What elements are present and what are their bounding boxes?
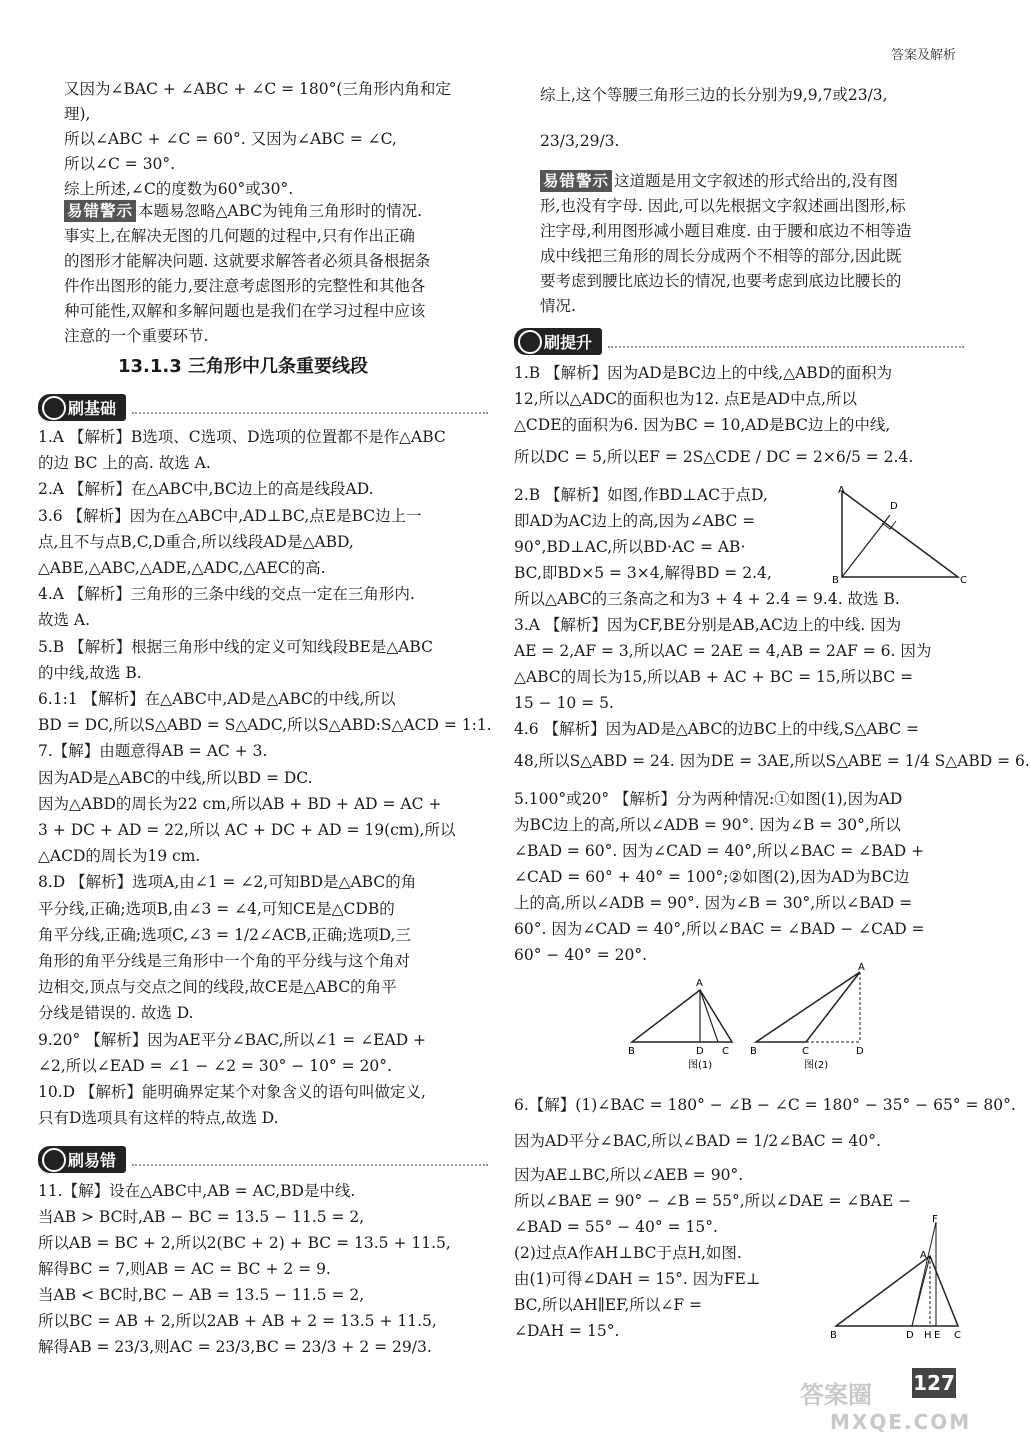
badge-basic: 刷基础 <box>38 394 126 421</box>
up-answer-line: 90°,BD⊥AC,所以BD·AC = AB· <box>514 538 746 556</box>
text-line: 点,且不与点B,C,D重合,所以线段AD是△ABD, <box>38 532 354 551</box>
q6-line: 所以∠BAE = 90° − ∠B = 55°,所以∠DAE = ∠BAE − <box>514 1192 912 1210</box>
text-line: 当AB < BC时,BC − AB = 13.5 − 11.5 = 2, <box>38 1286 365 1304</box>
label-D: D <box>890 501 898 512</box>
figure-q5 <box>628 962 878 1076</box>
text-line: 的中线,故选 B. <box>38 663 142 682</box>
fig1-B: B <box>628 1046 635 1057</box>
tip1-line <box>64 225 494 247</box>
up-answer-line: 12,所以△ADC的面积也为12. 点E是AD中点,所以 <box>514 390 857 408</box>
text-line: 8.D 【解析】选项A,由∠1 = ∠2,可知BD是△ABC的角 <box>38 873 417 892</box>
tip1-line <box>64 250 494 272</box>
text-line: 又因为∠BAC + ∠ABC + ∠C = 180°(三角形内角和定 <box>64 80 451 98</box>
text-line: 5.B 【解析】根据三角形中线的定义可知线段BE是△ABC <box>38 637 433 656</box>
badge-error-row <box>38 1146 488 1173</box>
fig1-A: A <box>696 978 703 989</box>
text-line: 因为AD是△ABC的中线,所以BD = DC. <box>38 768 313 787</box>
text-line: 因为△ABD的周长为22 cm,所以AB + BD + AD = AC + <box>38 794 442 813</box>
tip1-text: 件作出图形的能力,要注意考虑图形的完整性和其他各 <box>64 277 426 295</box>
text-line: 只有D选项具有这样的特点,故选 D. <box>38 1109 279 1128</box>
text-line: 10.D 【解析】能明确界定某个对象含义的语句叫做定义, <box>38 1083 426 1101</box>
label-A: A <box>838 485 845 496</box>
tip1-text: 种可能性,双解和多解问题也是我们在学习过程中应该 <box>64 302 426 320</box>
fig2-C: C <box>802 1046 809 1057</box>
tip2-line <box>540 220 970 242</box>
figure-q2-triangle <box>828 485 968 585</box>
up-answer-line: 即AD为AC边上的高,因为∠ABC = <box>514 512 756 530</box>
fig6-B: B <box>830 1330 837 1341</box>
up-answer-line: △ABC的周长为15,所以AB + AC + BC = 15,所以BC = <box>514 668 914 686</box>
text-line: △ACD的周长为19 cm. <box>38 847 201 866</box>
text-line: 4.A 【解析】三角形的三条中线的交点一定在三角形内. <box>38 585 415 604</box>
page-header: 答案及解析 <box>890 48 956 63</box>
q6-line: BC,所以AH∥EF,所以∠F = <box>514 1296 703 1314</box>
text-line: 所以AB = BC + 2,所以2(BC + 2) + BC = 13.5 + 11.5, <box>38 1234 451 1252</box>
watermark: 答案圈 <box>800 1381 872 1409</box>
up-answer-line: 60° − 40° = 20°. <box>514 946 648 964</box>
text-line: 角形的角平分线是三角形中一个角的平分线与这个角对 <box>38 952 411 970</box>
up-answer-line: 15 − 10 = 5. <box>514 694 614 712</box>
up-answer-line: 1.B 【解析】因为AD是BC边上的中线,△ABD的面积为 <box>514 364 893 382</box>
text-line: 9.20° 【解析】因为AE平分∠BAC,所以∠1 = ∠EAD + <box>38 1030 427 1049</box>
text-line: 所以BC = AB + 2,所以2AB + AB + 2 = 13.5 + 11.5, <box>38 1312 437 1330</box>
text-line: 1.A 【解析】B选项、C选项、D选项的位置都不是作△ABC <box>38 428 446 446</box>
tip2-text: 这道题是用文字叙述的形式给出的,没有图 <box>614 172 898 190</box>
up-answer-line: ∠CAD = 60° + 40° = 100°;②如图(2),因为AD为BC边 <box>514 868 910 886</box>
fig6-H: H <box>924 1330 932 1341</box>
tip2-line <box>540 270 970 292</box>
text-line: 所以∠ABC + ∠C = 60°. 又因为∠ABC = ∠C, <box>64 130 397 148</box>
badge-basic-row <box>38 394 488 421</box>
fig6-A: A <box>920 1250 927 1261</box>
page-number: 127 <box>912 1368 956 1398</box>
text-line: 7.【解】由题意得AB = AC + 3. <box>38 742 268 761</box>
tip2-text: 成中线把三角形的周长分成两个不相等的部分,因此既 <box>540 247 902 265</box>
tip1-text: 本题易忽略△ABC为钝角三角形时的情况. <box>138 202 423 220</box>
text-line: 11.【解】设在△ABC中,AB = AC,BD是中线. <box>38 1182 356 1200</box>
tip2-line <box>540 245 970 267</box>
fig6-C: C <box>954 1330 961 1341</box>
up-answer-line: BC,即BD×5 = 3×4,解得BD = 2.4, <box>514 564 772 582</box>
tip1-text: 注意的一个重要环节. <box>64 327 209 345</box>
tip2-text: 注字母,利用图形减小题目难度. 由于腰和底边不相等造 <box>540 222 912 240</box>
tip2-line <box>540 195 970 217</box>
fig1-C: C <box>722 1046 729 1057</box>
fig1-D: D <box>696 1046 704 1057</box>
label-B: B <box>832 575 839 586</box>
fig6-D: D <box>906 1330 914 1341</box>
text-line: 综上所述,∠C的度数为60°或30°. <box>64 180 294 198</box>
text-line: 当AB > BC时,AB − BC = 13.5 − 11.5 = 2, <box>38 1208 365 1226</box>
q6-line: (2)过点A作AH⊥BC于点H,如图. <box>514 1244 742 1262</box>
up-answer-line: △CDE的面积为6. 因为BC = 10,AD是BC边上的中线, <box>514 416 891 434</box>
up-answer-line: 2.B 【解析】如图,作BD⊥AC于点D, <box>514 486 768 504</box>
tip1-line <box>64 200 494 222</box>
text-line: 3.6 【解析】因为在△ABC中,AD⊥BC,点E是BC边上一 <box>38 506 422 525</box>
text-line: 解得BC = 7,则AB = AC = BC + 2 = 9. <box>38 1260 331 1278</box>
tip2-tag: 易错警示 <box>540 170 612 192</box>
divider-dots <box>132 402 488 414</box>
text-line: 综上,这个等腰三角形三边的长分别为9,9,7或23/3, <box>540 86 888 104</box>
q6-line: 因为AE⊥BC,所以∠AEB = 90°. <box>514 1166 744 1184</box>
text-line: BD = DC,所以S△ABD = S△ADC,所以S△ABD:S△ACD = 1:1. <box>38 716 492 735</box>
tip2-text: 情况. <box>540 297 576 315</box>
tip2-text: 形,也没有字母. 因此,可以先根据文字叙述画出图形,标 <box>540 197 906 215</box>
text-line: 所以∠C = 30°. <box>64 155 176 173</box>
tip1-line <box>64 300 494 322</box>
text-line: ∠2,所以∠EAD = ∠1 − ∠2 = 30° − 10° = 20°. <box>38 1056 392 1075</box>
up-answer-line: 所以△ABC的三条高之和为3 + 4 + 2.4 = 9.4. 故选 B. <box>514 590 900 608</box>
q6-line: ∠BAD = 55° − 40° = 15°. <box>514 1218 718 1236</box>
text-line: 故选 A. <box>38 611 91 630</box>
tip1-tag: 易错警示 <box>64 200 136 222</box>
q6-line: 由(1)可得∠DAH = 15°. 因为FE⊥ <box>514 1270 761 1288</box>
text-line: 23/3,29/3. <box>540 132 620 150</box>
fig2-A: A <box>858 962 865 973</box>
label-C: C <box>960 575 967 586</box>
up-answer-line: AE = 2,AF = 3,所以AC = 2AE = 4,AB = 2AF = 6. 因为 <box>514 642 932 660</box>
fig2-caption: 图(2) <box>804 1060 829 1071</box>
fig6-E: E <box>934 1330 941 1341</box>
text-line: 2.A 【解析】在△ABC中,BC边上的高是线段AD. <box>38 480 374 499</box>
tip1-text: 的图形才能解决问题. 这就要求解答者必须具备根据条 <box>64 252 431 270</box>
text-line: 角平分线,正确;选项C,∠3 = 1/2∠ACB,正确;选项D,三 <box>38 925 411 944</box>
up-answer-line: 4.6 【解析】因为AD是△ABC的边BC上的中线,S△ABC = <box>514 720 919 738</box>
badge-up: 刷提升 <box>514 328 602 355</box>
divider-dots <box>132 1154 488 1166</box>
text-line: 解得AB = 23/3,则AC = 23/3,BC = 23/3 + 2 = 29/3. <box>38 1338 432 1356</box>
tip2-line <box>540 170 970 192</box>
text-line: 理), <box>64 105 91 123</box>
up-answer-line: ∠BAD = 60°. 因为∠CAD = 40°,所以∠BAC = ∠BAD + <box>514 842 925 860</box>
text-line: 分线是错误的. 故选 D. <box>38 1004 194 1023</box>
tip1-text: 事实上,在解决无图的几何题的过程中,只有作出正确 <box>64 227 415 245</box>
up-answer-line: 为BC边上的高,所以∠ADB = 90°. 因为∠B = 30°,所以 <box>514 816 901 834</box>
tip2-line <box>540 295 970 317</box>
q6-line: 因为AD平分∠BAC,所以∠BAD = 1/2∠BAC = 40°. <box>514 1132 881 1150</box>
up-answer-line: 3.A 【解析】因为CF,BE分别是AB,AC边上的中线. 因为 <box>514 616 902 634</box>
tip2-text: 要考虑到腰比底边长的情况,也要考虑到底边比腰长的 <box>540 272 902 290</box>
up-answer-line: 60°. 因为∠CAD = 40°,所以∠BAC = ∠BAD − ∠CAD = <box>514 920 925 938</box>
tip1-line <box>64 275 494 297</box>
q6-line: ∠DAH = 15°. <box>514 1322 620 1340</box>
text-line: 平分线,正确;选项B,由∠3 = ∠4,可知CE是△CDB的 <box>38 899 395 918</box>
tip1-line <box>64 325 494 347</box>
divider-dots <box>608 336 964 348</box>
fig2-D: D <box>856 1046 864 1057</box>
text-line: 边相交,顶点与交点之间的线段,故CE是△ABC的角平 <box>38 978 397 997</box>
section-title: 13.1.3 三角形中几条重要线段 <box>118 356 369 377</box>
fig1-caption: 图(1) <box>688 1060 713 1071</box>
text-line: 3 + DC + AD = 22,所以 AC + DC + AD = 19(cm),所以 <box>38 821 456 839</box>
fig2-B: B <box>750 1046 757 1057</box>
badge-error: 刷易错 <box>38 1146 126 1173</box>
badge-up-row <box>514 328 964 355</box>
up-answer-line: 所以DC = 5,所以EF = 2S△CDE / DC = 2×6/5 = 2.4. <box>514 448 914 466</box>
up-answer-line: 上的高,所以∠ADB = 90°. 因为∠B = 30°,所以∠BAD = <box>514 894 913 912</box>
up-answer-line: 48,所以S△ABD = 24. 因为DE = 3AE,所以S△ABE = 1/4 S△ABD = 6. <box>514 752 1030 770</box>
up-answer-line: 5.100°或20° 【解析】分为两种情况:①如图(1),因为AD <box>514 790 903 808</box>
fig6-F: F <box>932 1214 938 1225</box>
q6-line: 6.【解】(1)∠BAC = 180° − ∠B − ∠C = 180° − 35° − 65° = 80°. <box>514 1096 1016 1114</box>
text-line: 的边 BC 上的高. 故选 A. <box>38 454 211 473</box>
text-line: △ABE,△ABC,△ADE,△ADC,△AEC的高. <box>38 559 326 577</box>
watermark-url: MXQE.COM <box>830 1410 972 1434</box>
text-line: 6.1:1 【解析】在△ABC中,AD是△ABC的中线,所以 <box>38 690 396 708</box>
